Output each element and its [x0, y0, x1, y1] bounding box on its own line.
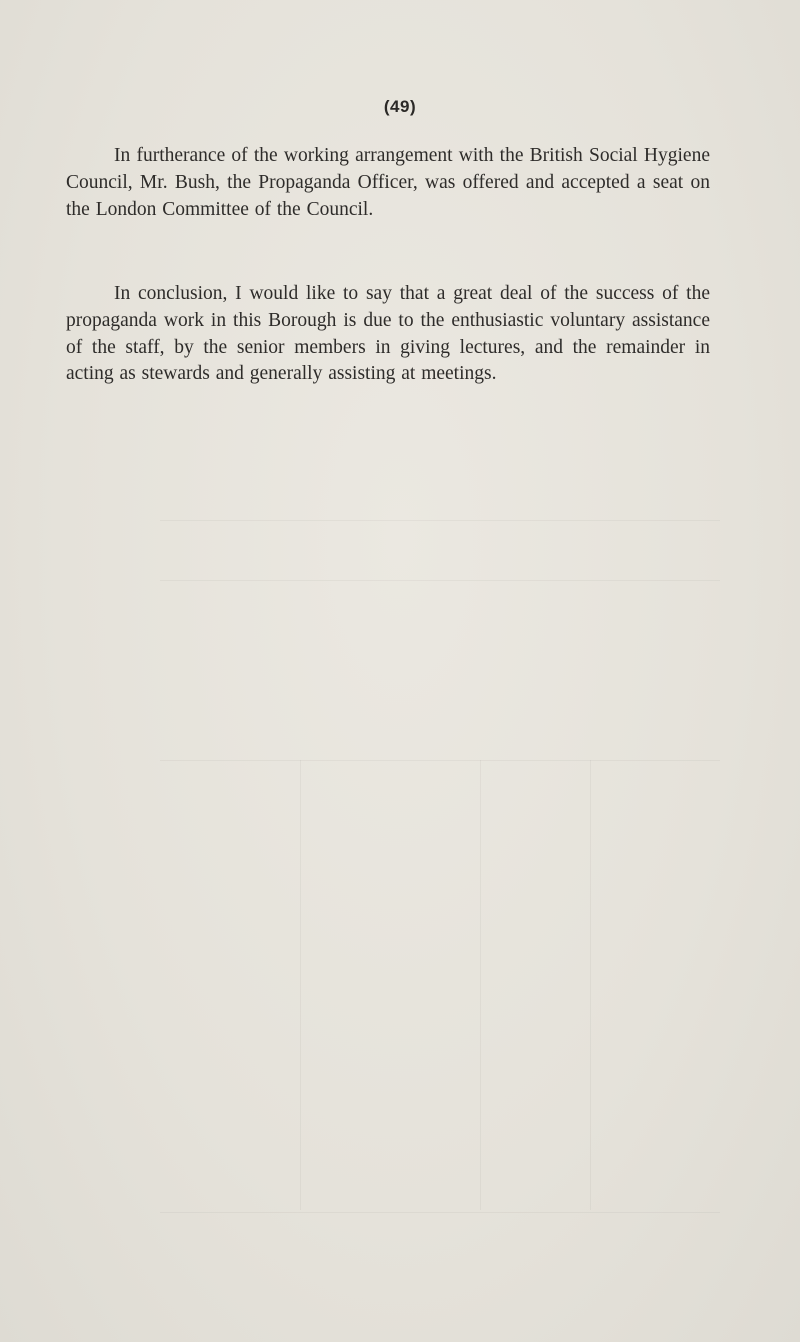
bleed-through-rule — [160, 1212, 720, 1213]
page-number: (49) — [383, 97, 417, 116]
bleed-through-rule — [160, 580, 720, 581]
bleed-through-rule — [160, 760, 720, 761]
paragraph-social-hygiene-council: In furtherance of the working arrangement with the British Social Hygiene Council, Mr. Bush, the Propaganda Officer, was offered and accepted a seat on the London Committee of the Council. — [66, 145, 710, 220]
paragraph-conclusion: In conclusion, I would like to say that a great deal of the success of the propaganda work in this Borough is due to the enthusiastic voluntary assistance of the staff, by the senior members in giving lectures, and the remainder in acting as stewards and generally assisting at meetings. — [66, 283, 710, 385]
bleed-through-rule — [480, 760, 481, 1210]
bleed-through-rule — [160, 520, 720, 521]
bleed-through-rule — [300, 760, 301, 1210]
bleed-through-rule — [590, 760, 591, 1210]
